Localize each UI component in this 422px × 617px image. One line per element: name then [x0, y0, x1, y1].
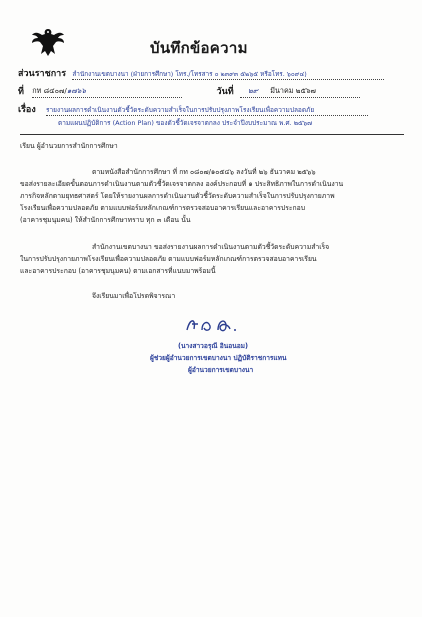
- agency-row: [18, 66, 384, 80]
- agency-label: ส่วนราชการ: [18, 69, 67, 79]
- signatory-name: (นางสาวอรุณี อินอนอม): [178, 342, 249, 350]
- p1-line: โรงเรียนเพื่อความปลอดภัย ตามแบบฟอร์มหลักเกณฑ์การตรวจสอบอาคารเรียนและอาคารประกอบ: [20, 204, 306, 212]
- ref-number: ๑๗๖๖: [66, 86, 86, 95]
- p1-line: ตามหนังสือสำนักการศึกษา ที่ กท ๐๘๐๗/๑๐๕๔๖ ลงวันที่ ๒๖ ธันวาคม ๒๕๖๖: [92, 168, 316, 176]
- subject-line-1: รายงานผลการดำเนินงานตัวชี้วัดระดับความสำเร็จในการปรับปรุงภาพโรงเรียนเพื่อความปลอดภัย: [46, 105, 368, 116]
- p2-line: และอาคารประกอบ (อาคารชุมนุมคน) ตามเอกสารที่แนบมาพร้อมนี้: [20, 267, 216, 275]
- subject-row: [18, 102, 368, 116]
- memo-title: บันทึกข้อความ: [150, 39, 248, 57]
- date-label: วันที่: [216, 87, 234, 97]
- p1-line: ขอส่งรายละเอียดขั้นตอนการดำเนินงานตามตัวชี้วัดเจรจาตกลง องค์ประกอบที่ ๑ ประสิทธิภาพในการดำเนินงาน: [20, 180, 344, 188]
- date-rest: มีนาคม ๒๕๖๗: [270, 86, 316, 95]
- agency-value: สำนักงานเขตบางนา (ฝ่ายการศึกษา) โทร./โทรสาร ๐ ๒๓๙๓ ๕๒๖๕ หรือโทร. ๖๐๙๔): [72, 69, 384, 80]
- subject-label: เรื่อง: [18, 105, 36, 115]
- subject-line-2: ตามแผนปฏิบัติการ (Action Plan) ของตัวชี้วัดเจรจาตกลง ประจำปีงบประมาณ พ.ศ. ๒๕๖๗: [58, 119, 312, 127]
- subject-divider: [20, 134, 404, 135]
- signatory-position-1: ผู้ช่วยผู้อำนวยการเขตบางนา ปฏิบัติราชการแทน: [150, 354, 287, 362]
- p1-line: ภารกิจหลักตามยุทธศาสตร์ โดยให้รายงานผลการดำเนินงานตัวชี้วัดระดับความสำเร็จในการปรับปรุงกายภาพ: [20, 192, 335, 200]
- ref-field: [32, 86, 182, 98]
- p2-line: ในการปรับปรุงกายภาพโรงเรียนเพื่อความปลอดภัย ตามแบบฟอร์มหลักเกณฑ์การตรวจสอบอาคารเรียน: [20, 255, 317, 263]
- ref-date-row: [18, 84, 360, 98]
- handwritten-signature: [184, 314, 248, 336]
- ref-label: ที่: [18, 87, 24, 97]
- salutation: เรียน ผู้อำนวยการสำนักการศึกษา: [20, 142, 118, 150]
- date-field: [240, 86, 360, 98]
- closing-text: จึงเรียนมาเพื่อโปรดพิจารณา: [92, 292, 176, 300]
- ref-prefix: กท ๘๔๐๗/: [32, 86, 67, 95]
- garuda-emblem-icon: [30, 26, 66, 58]
- p2-line: สำนักงานเขตบางนา ขอส่งรายงานผลการดำเนินงานตามตัวชี้วัดระดับความสำเร็จ: [92, 243, 330, 251]
- p1-line: (อาคารชุมนุมคน) ให้สำนักการศึกษาทราบ ทุก ๓ เดือน นั้น: [20, 216, 191, 224]
- date-day: ๒๙: [247, 86, 258, 95]
- signatory-position-2: ผู้อำนวยการเขตบางนา: [188, 366, 254, 374]
